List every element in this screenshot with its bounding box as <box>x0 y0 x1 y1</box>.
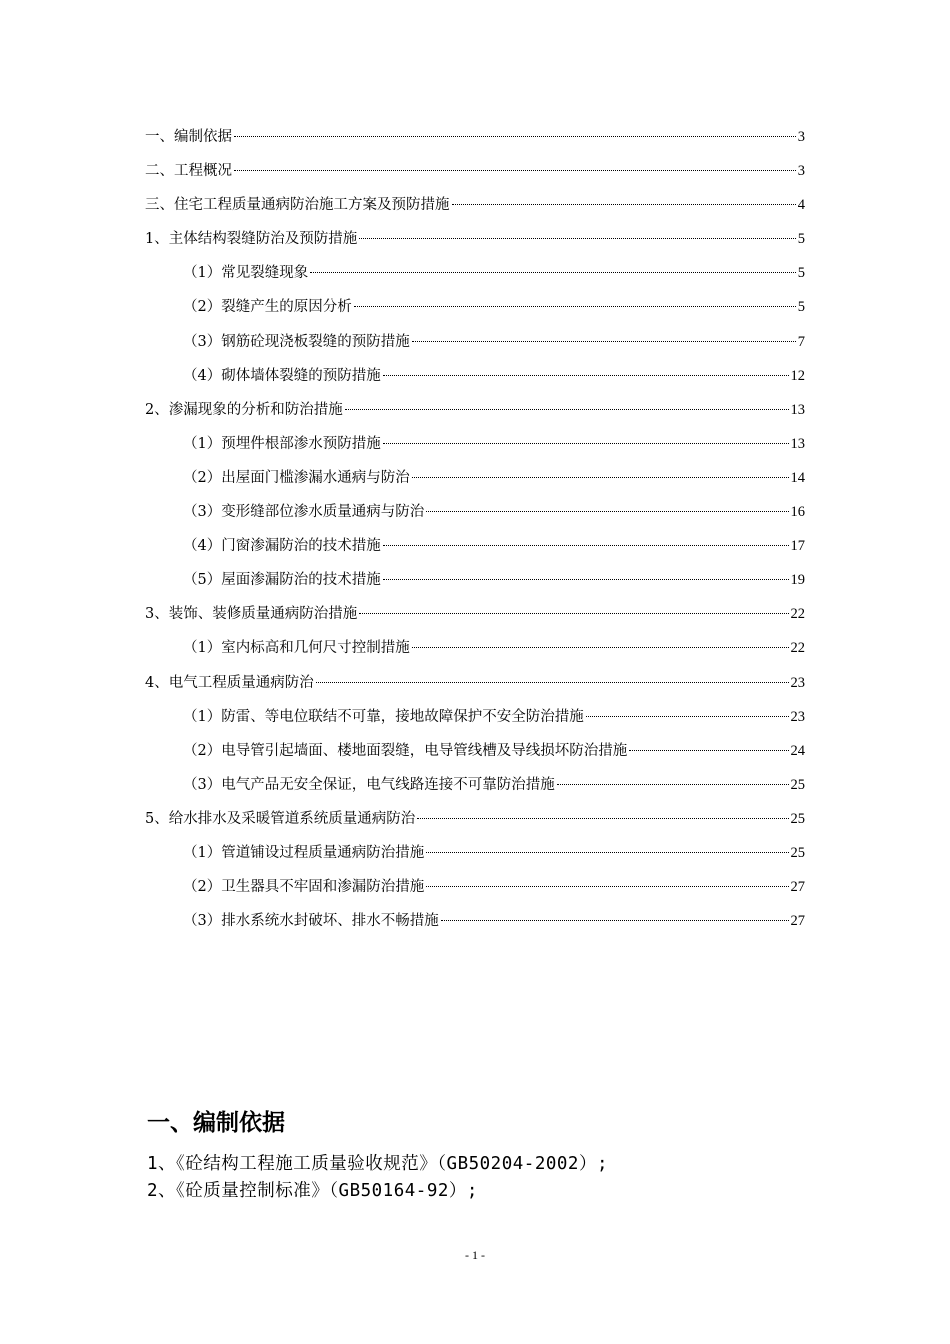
toc-entry[interactable] <box>145 870 805 904</box>
toc-entry-page: 25 <box>790 810 805 827</box>
toc-dot-leader <box>452 190 796 205</box>
toc-entry[interactable] <box>145 461 805 495</box>
toc-entry-label: 2、渗漏现象的分析和防治措施 <box>145 401 343 418</box>
toc-dot-leader <box>354 292 796 307</box>
toc-entry-page: 19 <box>790 572 805 589</box>
toc-entry-label: （2）裂缝产生的原因分析 <box>183 299 352 316</box>
toc-entry-label: （3）钢筋砼现浇板裂缝的预防措施 <box>183 333 410 350</box>
toc-dot-leader <box>412 463 789 478</box>
toc-entry-label: （4）砌体墙体裂缝的预防措施 <box>183 367 381 384</box>
page-number: - 1 - <box>465 1248 485 1262</box>
toc-entry-page: 3 <box>797 129 805 145</box>
toc-entry[interactable] <box>145 904 805 938</box>
toc-entry[interactable] <box>145 154 805 188</box>
toc-dot-leader <box>629 736 788 751</box>
toc-entry-label: （1）常见裂缝现象 <box>183 265 309 282</box>
toc-dot-leader <box>234 156 796 171</box>
toc-dot-leader <box>426 838 788 853</box>
toc-dot-leader <box>345 395 789 410</box>
toc-entry[interactable] <box>145 495 805 529</box>
toc-entry[interactable] <box>145 222 805 256</box>
toc-entry-page: 4 <box>797 197 805 214</box>
toc-entry-page: 13 <box>790 435 805 452</box>
toc-entry-label: 1、主体结构裂缝防治及预防措施 <box>145 231 358 248</box>
toc-dot-leader <box>310 258 796 273</box>
reference-item: 2、《砼质量控制标准》（GB50164-92）; <box>147 1181 478 1201</box>
toc-entry-page: 23 <box>790 708 805 725</box>
toc-entry-label: 三、住宅工程质量通病防治施工方案及预防措施 <box>145 197 450 214</box>
toc-entry-label: 3、装饰、装修质量通病防治措施 <box>145 606 358 623</box>
toc-entry[interactable] <box>145 597 805 631</box>
toc-entry-label: （1）管道铺设过程质量通病防治措施 <box>183 844 425 861</box>
toc-entry[interactable] <box>145 563 805 597</box>
toc-entry-label: （2）出屋面门槛渗漏水通病与防治 <box>183 469 410 486</box>
toc-entry[interactable] <box>145 768 805 802</box>
reference-item: 1、《砼结构工程施工质量验收规范》（GB50204-2002）; <box>147 1154 609 1174</box>
toc-entry[interactable] <box>145 256 805 290</box>
toc-dot-leader <box>359 599 788 614</box>
toc-entry-label: 二、工程概况 <box>145 163 232 180</box>
toc-dot-leader <box>441 906 789 921</box>
section-heading: 一、编制依据 <box>147 1110 285 1136</box>
toc-entry-page: 5 <box>797 265 805 282</box>
toc-entry[interactable] <box>145 700 805 734</box>
toc-entry-page: 3 <box>797 163 805 180</box>
toc-dot-leader <box>234 122 796 137</box>
toc-entry-page: 25 <box>790 776 805 793</box>
toc-entry[interactable] <box>145 836 805 870</box>
toc-entry[interactable] <box>145 188 805 222</box>
toc-entry[interactable] <box>145 393 805 427</box>
toc-entry-label: 4、电气工程质量通病防治 <box>145 674 314 691</box>
toc-dot-leader <box>383 361 789 376</box>
toc-entry-page: 13 <box>790 401 805 418</box>
toc-dot-leader <box>383 531 789 546</box>
toc-entry[interactable] <box>145 666 805 700</box>
toc-entry-label: （2）电导管引起墙面、楼地面裂缝，电导管线槽及导线损坏防治措施 <box>183 742 628 759</box>
toc-dot-leader <box>426 497 788 512</box>
toc-entry-page: 22 <box>790 606 805 623</box>
toc-entry[interactable] <box>145 120 805 154</box>
toc-dot-leader <box>586 702 789 717</box>
toc-entry-label: 5、给水排水及采暖管道系统质量通病防治 <box>145 810 416 827</box>
toc-entry[interactable] <box>145 734 805 768</box>
toc-entry-page: 23 <box>790 674 805 691</box>
toc-entry-page: 24 <box>790 742 805 759</box>
toc-entry-page: 27 <box>790 913 805 930</box>
toc-entry[interactable] <box>145 290 805 324</box>
toc-entry-page: 14 <box>790 469 805 486</box>
toc-dot-leader <box>417 804 788 819</box>
reference-list <box>147 1151 608 1205</box>
toc-dot-leader <box>557 770 789 785</box>
toc-entry-page: 5 <box>797 299 805 316</box>
toc-entry-page: 7 <box>797 333 805 350</box>
toc-entry-page: 22 <box>790 640 805 657</box>
toc-entry-label: 一、编制依据 <box>145 129 232 145</box>
toc-dot-leader <box>316 668 789 683</box>
toc-entry-label: （3）排水系统水封破坏、排水不畅措施 <box>183 913 439 930</box>
toc-dot-leader <box>383 429 789 444</box>
toc-entry-page: 5 <box>797 231 805 248</box>
toc-entry-page: 16 <box>790 504 805 521</box>
toc-entry-label: （4）门窗渗漏防治的技术措施 <box>183 538 381 555</box>
table-of-contents <box>145 120 805 938</box>
toc-entry[interactable] <box>145 325 805 359</box>
toc-entry-label: （1）防雷、等电位联结不可靠，接地故障保护不安全防治措施 <box>183 708 584 725</box>
toc-dot-leader <box>426 872 788 887</box>
toc-dot-leader <box>359 224 796 239</box>
toc-entry-label: （3）变形缝部位渗水质量通病与防治 <box>183 504 425 521</box>
toc-entry[interactable] <box>145 802 805 836</box>
toc-dot-leader <box>412 633 789 648</box>
toc-dot-leader <box>383 565 789 580</box>
toc-entry-label: （1）室内标高和几何尺寸控制措施 <box>183 640 410 657</box>
toc-entry[interactable] <box>145 427 805 461</box>
toc-entry[interactable] <box>145 529 805 563</box>
toc-entry-label: （1）预埋件根部渗水预防措施 <box>183 435 381 452</box>
toc-entry[interactable] <box>145 631 805 665</box>
toc-entry[interactable] <box>145 359 805 393</box>
toc-entry-label: （3）电气产品无安全保证，电气线路连接不可靠防治措施 <box>183 776 555 793</box>
toc-entry-page: 12 <box>790 367 805 384</box>
toc-entry-label: （2）卫生器具不牢固和渗漏防治措施 <box>183 879 425 896</box>
toc-dot-leader <box>412 327 796 342</box>
toc-entry-page: 27 <box>790 879 805 896</box>
toc-entry-label: （5）屋面渗漏防治的技术措施 <box>183 572 381 589</box>
toc-entry-page: 25 <box>790 844 805 861</box>
toc-entry-page: 17 <box>790 538 805 555</box>
